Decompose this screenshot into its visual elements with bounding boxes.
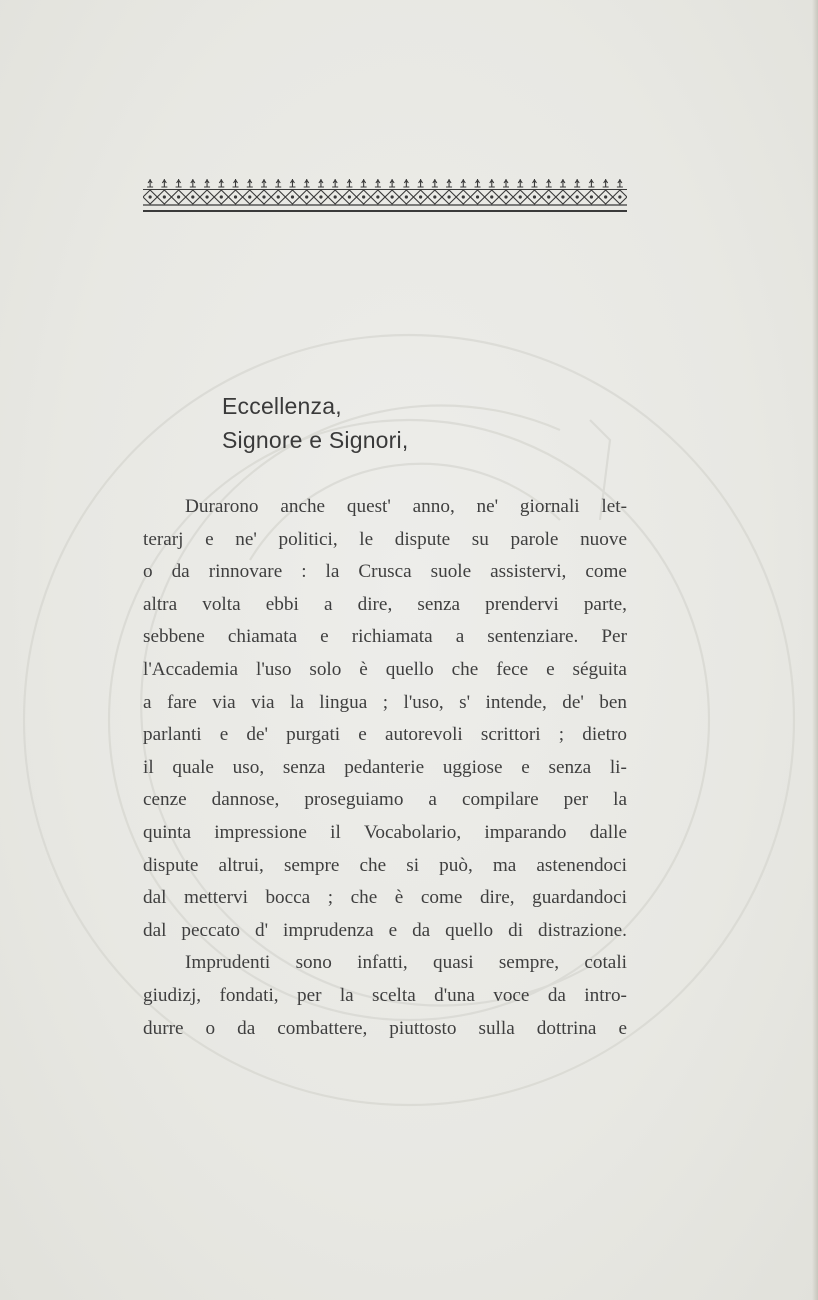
ornament-finial: [517, 179, 523, 187]
text-line: [143, 556, 627, 589]
text-line: [143, 882, 627, 915]
word: infatti,: [357, 952, 408, 974]
word: ne': [235, 528, 257, 550]
ornament-finial: [176, 179, 182, 187]
ornament-finial: [574, 179, 580, 187]
ornament-dot: [291, 195, 294, 198]
word: ;: [558, 724, 565, 746]
salutation-line-1: Eccellenza,: [222, 393, 342, 419]
word: ebbi: [265, 593, 299, 615]
word: intende,: [485, 691, 547, 713]
ornament-dot: [205, 195, 208, 198]
ornament-dot: [376, 195, 379, 198]
text-line: [143, 784, 627, 817]
word: quello: [445, 919, 494, 941]
word: chiamata: [227, 626, 298, 648]
word: intro-: [584, 984, 627, 1006]
ornament-finial: [588, 179, 594, 187]
word: quest': [346, 496, 391, 517]
word: imprudenza: [283, 919, 374, 941]
ornament-finial: [275, 179, 281, 187]
word: e: [388, 919, 398, 941]
word: e: [358, 724, 367, 746]
word: anche: [280, 496, 326, 517]
word: autorevoli: [384, 724, 463, 746]
ornament-dot: [319, 195, 322, 198]
ornament-finial: [560, 179, 566, 187]
ornament-dot: [149, 195, 152, 198]
word: s': [459, 691, 471, 713]
ornament-finial: [503, 179, 509, 187]
word: ma: [492, 854, 517, 876]
word: come: [585, 561, 627, 583]
word: terarj: [143, 528, 184, 550]
ornament-finial: [304, 179, 310, 187]
ornament-dot: [604, 195, 607, 198]
word: fece: [496, 658, 529, 680]
word: cotali: [584, 952, 627, 974]
ornament-finial: [489, 179, 495, 187]
word: durre: [143, 1017, 184, 1039]
ornament-dot: [490, 195, 493, 198]
word: cenze: [143, 789, 187, 811]
text-line: [143, 491, 627, 524]
word: l'uso: [256, 658, 292, 680]
word: la: [613, 789, 627, 811]
word: purgati: [286, 724, 341, 746]
ornament-finial: [475, 179, 481, 187]
word: compilare: [461, 789, 539, 811]
word: solo: [309, 658, 342, 680]
ornament-dot: [519, 195, 522, 198]
word: giudizj,: [143, 984, 202, 1006]
word: via: [251, 691, 275, 713]
word: fondati,: [219, 984, 279, 1006]
word: Crusca: [358, 561, 412, 583]
word: uggiose: [442, 756, 503, 778]
word: fare: [166, 691, 197, 713]
word: impressione: [214, 821, 307, 843]
word: la: [290, 691, 304, 713]
ornament-finial: [218, 179, 224, 187]
word: è: [359, 658, 368, 680]
word: senza: [548, 756, 592, 778]
text-line: [143, 850, 627, 883]
ornament-dot: [561, 195, 564, 198]
word: d'una: [434, 984, 475, 1006]
ornament-dot: [248, 195, 251, 198]
word: astenendoci: [536, 854, 627, 876]
text-line: [143, 752, 627, 785]
word: la: [339, 984, 354, 1006]
text-line: [143, 589, 627, 622]
ornament-dot: [433, 195, 436, 198]
ornament-finial: [261, 179, 267, 187]
word: per: [563, 789, 589, 811]
word: senza: [282, 756, 326, 778]
salutation-line-2: Signore e Signori,: [222, 427, 409, 453]
text-line: [143, 719, 627, 752]
word: sulla: [478, 1017, 515, 1039]
word: dietro: [582, 724, 627, 746]
ornament-dot: [191, 195, 194, 198]
body-text: [143, 491, 627, 1045]
word: e: [546, 658, 555, 680]
ornament-finial: [233, 179, 239, 187]
word: pedanterie: [344, 756, 425, 778]
word: prendervi: [485, 593, 559, 615]
text-line: [143, 654, 627, 687]
ornament-dot: [590, 195, 593, 198]
text-line: [143, 1013, 627, 1046]
ornament-finial: [318, 179, 324, 187]
word: quello: [385, 658, 434, 680]
word: si: [406, 854, 420, 876]
word: il: [330, 821, 341, 843]
text-line: [143, 980, 627, 1013]
ornament-finial: [361, 179, 367, 187]
ornament-dot: [576, 195, 579, 198]
ornament-finial: [190, 179, 196, 187]
ornament-finial: [147, 179, 153, 187]
ornament-dot: [405, 195, 408, 198]
salutation: [222, 388, 408, 458]
word: sempre: [283, 854, 340, 876]
word: quale: [172, 756, 214, 778]
word: e: [618, 1017, 627, 1039]
word: da: [412, 919, 431, 941]
word: volta: [202, 593, 241, 615]
word: a: [323, 593, 333, 615]
ornament-finial: [617, 179, 623, 187]
word: a: [143, 691, 152, 713]
ornament-dot: [348, 195, 351, 198]
word: let-: [601, 496, 627, 517]
word: Durarono: [185, 496, 259, 517]
ornament-finial: [247, 179, 253, 187]
word: e: [320, 626, 329, 648]
word: de': [246, 724, 268, 746]
ornament-finial: [289, 179, 295, 187]
word: di: [508, 919, 524, 941]
ornament-dot: [277, 195, 280, 198]
ornament-dot: [447, 195, 450, 198]
word: piuttosto: [389, 1017, 457, 1039]
word: nuove: [580, 528, 627, 550]
word: dottrina: [536, 1017, 597, 1039]
word: li-: [609, 756, 627, 778]
word: dalle: [589, 821, 627, 843]
word: le: [359, 528, 374, 550]
word: sentenziare.: [487, 626, 579, 648]
ornament-dot: [334, 195, 337, 198]
word: dire,: [357, 593, 393, 615]
word: Imprudenti: [185, 952, 271, 974]
word: ben: [599, 691, 627, 713]
word: Vocabolario,: [364, 821, 462, 843]
word: suole: [430, 561, 472, 583]
word: ne': [476, 496, 499, 517]
word: séguita: [572, 658, 627, 680]
word: sebbene: [143, 626, 205, 648]
word: anno,: [412, 496, 455, 517]
word: assistervi,: [490, 561, 567, 583]
word: come: [420, 887, 463, 909]
ornament-dot: [504, 195, 507, 198]
text-line: [143, 947, 627, 980]
word: lingua: [319, 691, 368, 713]
word: mettervi: [183, 887, 248, 909]
ornament-finial: [603, 179, 609, 187]
ornament-dot: [305, 195, 308, 198]
ornament-finial: [403, 179, 409, 187]
word: combattere,: [277, 1017, 368, 1039]
word: a: [428, 789, 437, 811]
ornament-finial: [204, 179, 210, 187]
ornament-dot: [234, 195, 237, 198]
ornament-finial: [460, 179, 466, 187]
ornament-finial: [346, 179, 352, 187]
ornament-finial: [531, 179, 537, 187]
word: dire,: [479, 887, 515, 909]
word: che: [451, 658, 479, 680]
word: da: [171, 561, 190, 583]
ornament-finial: [546, 179, 552, 187]
ornament-dot: [419, 195, 422, 198]
word: dal: [143, 919, 167, 941]
word: e: [219, 724, 229, 746]
word: l'Accademia: [143, 658, 239, 680]
text-line: [143, 817, 627, 850]
ornament-finial: [161, 179, 167, 187]
ornament-dot: [462, 195, 465, 198]
word: proseguiamo: [304, 789, 404, 811]
word: de': [562, 691, 584, 713]
word: quinta: [143, 821, 191, 843]
word: parlanti: [143, 724, 202, 746]
word: a: [455, 626, 465, 648]
word: richiamata: [351, 626, 433, 648]
decorative-ornament-border: [143, 176, 627, 214]
ornament-finial: [432, 179, 438, 187]
word: per: [296, 984, 322, 1006]
word: e: [205, 528, 214, 550]
word: dal: [143, 887, 167, 909]
text-line: [143, 621, 627, 654]
word: il: [143, 756, 154, 778]
word: parte,: [583, 593, 627, 615]
word: scelta: [372, 984, 416, 1006]
word: rinnovare: [208, 561, 283, 583]
word: via: [212, 691, 236, 713]
word: da: [547, 984, 566, 1006]
ornament-dot: [618, 195, 621, 198]
word: che: [350, 887, 378, 909]
ornament-dot: [220, 195, 223, 198]
word: dispute: [394, 528, 451, 550]
word: dannose,: [211, 789, 280, 811]
word: dispute: [143, 854, 199, 876]
ornament-dot: [391, 195, 394, 198]
word: giornali: [519, 496, 580, 517]
ornament-finial: [446, 179, 452, 187]
word: parole: [510, 528, 559, 550]
word: sempre,: [498, 952, 560, 974]
word: Per: [601, 626, 627, 648]
word: l'uso,: [403, 691, 444, 713]
word: bocca: [265, 887, 311, 909]
word: ;: [327, 887, 334, 909]
ornament-dot: [547, 195, 550, 198]
text-line: [143, 687, 627, 720]
word: uso,: [232, 756, 265, 778]
word: senza: [417, 593, 461, 615]
word: distrazione.: [538, 919, 627, 941]
ornament-finial: [389, 179, 395, 187]
word: la: [325, 561, 340, 583]
page-edge-shadow: [812, 0, 818, 1300]
ornament-dot: [476, 195, 479, 198]
word: da: [237, 1017, 256, 1039]
word: o: [143, 561, 153, 583]
word: e: [521, 756, 530, 778]
ornament-finial: [332, 179, 338, 187]
ornament-dot: [533, 195, 536, 198]
word: voce: [493, 984, 530, 1006]
ornament-dot: [163, 195, 166, 198]
word: può,: [439, 854, 473, 876]
ornament-dot: [177, 195, 180, 198]
text-line: [143, 915, 627, 948]
ornament-dot: [262, 195, 265, 198]
word: quasi: [433, 952, 474, 974]
ornament-finial: [418, 179, 424, 187]
word: scrittori: [480, 724, 541, 746]
word: ;: [382, 691, 389, 713]
text-line: [143, 524, 627, 557]
word: politici,: [278, 528, 338, 550]
word: guardandoci: [532, 887, 627, 909]
ornament-finial: [375, 179, 381, 187]
word: è: [394, 887, 404, 909]
word: su: [471, 528, 489, 550]
word: che: [359, 854, 387, 876]
word: peccato: [181, 919, 241, 941]
ornament-dot: [362, 195, 365, 198]
word: altrui,: [218, 854, 264, 876]
word: o: [205, 1017, 216, 1039]
word: imparando: [484, 821, 567, 843]
word: d': [254, 919, 269, 941]
word: sono: [295, 952, 332, 974]
word: :: [301, 561, 307, 583]
word: altra: [143, 593, 178, 615]
